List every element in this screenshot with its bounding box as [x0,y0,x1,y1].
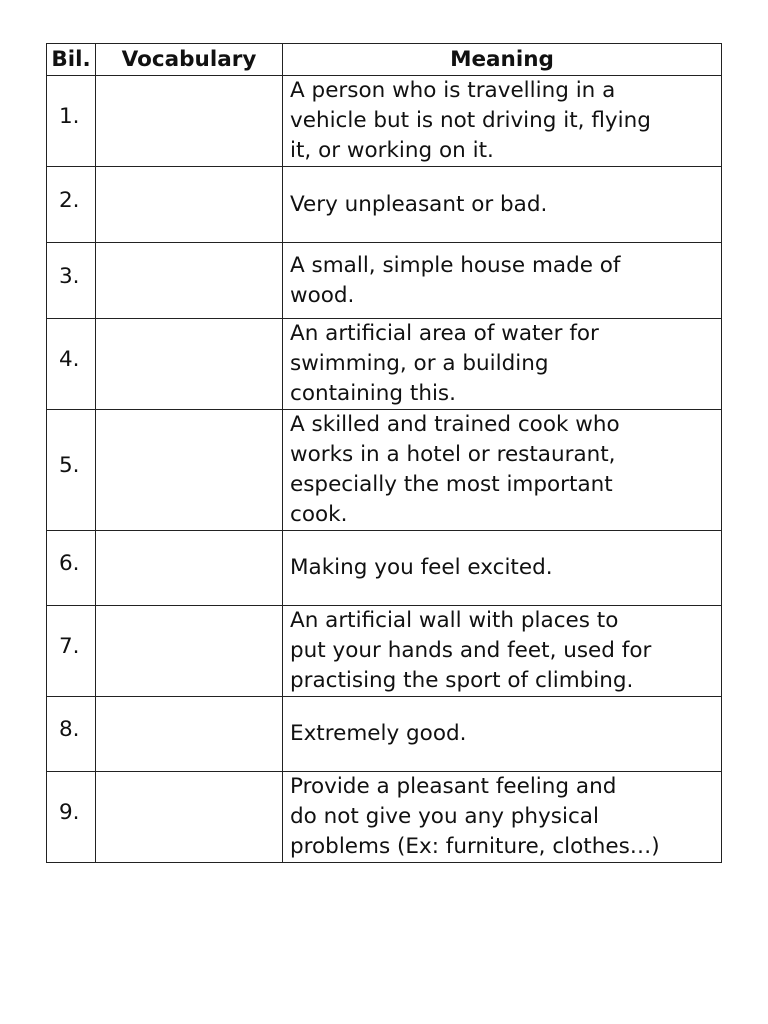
meaning-cell [283,167,722,243]
row-number-cell [47,410,96,531]
table-row [47,319,722,410]
meaning-cell [283,319,722,410]
row-number-cell [47,319,96,410]
meaning-text: A person who is travelling in a vehicle but is not driving it, flying it, or working on it. [290,78,651,163]
meaning-text: An artificial area of water for swimming, or a building containing this. [290,321,599,406]
table-row [47,531,722,606]
meaning-cell [283,606,722,697]
row-number: 4. [59,347,80,372]
meaning-text: A skilled and trained cook who works in a hotel or restaurant, especially the most important cook. [290,412,620,527]
vocabulary-table [46,43,722,863]
row-number-cell [47,531,96,606]
row-number-cell [47,772,96,863]
row-number: 5. [59,453,80,478]
meaning-text: Very unpleasant or bad. [290,191,548,217]
row-number: 9. [59,800,80,825]
meaning-text: An artificial wall with places to put your hands and feet, used for practising the sport of climbing. [290,608,652,693]
table-row [47,167,722,243]
row-number: 6. [59,551,80,576]
row-number-cell [47,697,96,772]
meaning-cell [283,697,722,772]
vocabulary-answer-cell[interactable] [96,319,283,410]
row-number: 1. [59,104,80,129]
meaning-text: Extremely good. [290,721,467,746]
row-number-cell [47,76,96,167]
meaning-cell [283,243,722,319]
row-number: 3. [59,263,80,289]
meaning-cell [283,410,722,531]
row-number: 2. [59,187,80,213]
vocabulary-answer-cell[interactable] [96,772,283,863]
meaning-cell [283,772,722,863]
row-number: 8. [59,717,80,742]
meaning-text: Provide a pleasant feeling and do not give you any physical problems (Ex: furniture, clothes…) [290,774,660,859]
header-bil: Bil. [47,44,96,76]
header-meaning: Meaning [283,44,722,76]
header-vocabulary: Vocabulary [96,44,283,76]
meaning-text: Making you feel excited. [290,555,553,580]
table-row [47,76,722,167]
table-row [47,243,722,319]
meaning-text: A small, simple house made of wood. [290,252,621,308]
vocabulary-answer-cell[interactable] [96,243,283,319]
table-row [47,772,722,863]
meaning-cell [283,531,722,606]
table-row [47,697,722,772]
row-number-cell [47,243,96,319]
header-row [47,44,722,76]
vocabulary-answer-cell[interactable] [96,76,283,167]
row-number-cell [47,606,96,697]
meaning-cell [283,76,722,167]
vocabulary-answer-cell[interactable] [96,410,283,531]
table-row [47,606,722,697]
row-number: 7. [59,634,80,659]
vocabulary-answer-cell[interactable] [96,531,283,606]
vocabulary-answer-cell[interactable] [96,167,283,243]
row-number-cell [47,167,96,243]
vocabulary-answer-cell[interactable] [96,697,283,772]
vocabulary-answer-cell[interactable] [96,606,283,697]
table-row [47,410,722,531]
